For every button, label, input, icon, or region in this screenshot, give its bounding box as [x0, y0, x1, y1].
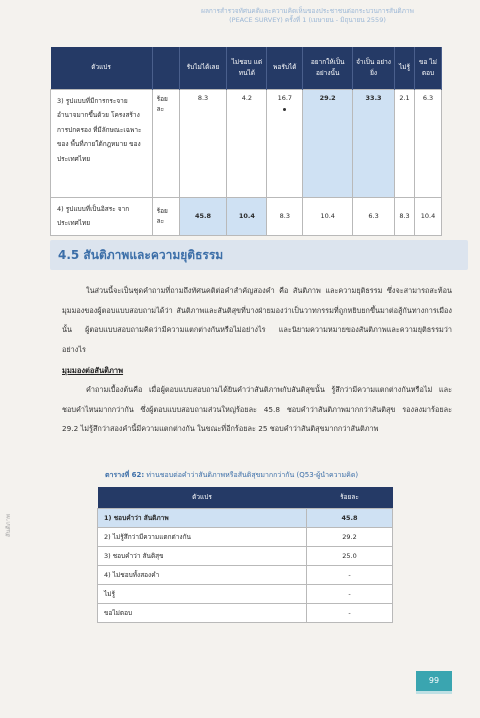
row-value: - — [307, 584, 393, 603]
side-label: สันติภาพ — [5, 514, 12, 537]
subheading: มุมมองต่อสันติภาพ — [62, 366, 124, 375]
row-value: - — [307, 603, 393, 622]
row-label: 2) ไม่รู้สึกว่ามีความแตกต่างกัน — [98, 527, 307, 546]
column-header: จำเป็น อย่างยิ่ง — [353, 47, 395, 89]
column-header — [152, 47, 179, 89]
column-header: ไม่รู้ — [395, 47, 415, 89]
table-row — [98, 527, 393, 546]
column-header: อยากให้เป็น อย่างนั้น — [303, 47, 353, 89]
table-header-row — [51, 47, 442, 89]
table-cell — [267, 89, 303, 197]
running-header-line1: ผลการสำรวจทัศนคติและความคิดเห็นของประชาชนต่อกระบวนการสันติภาพ — [201, 7, 414, 15]
table-cell: 8.3 — [267, 197, 303, 235]
table-row — [98, 508, 393, 527]
section-title: 4.5 สันติภาพและความยุติธรรม — [58, 248, 224, 262]
cell-value: 16.7 — [277, 93, 293, 102]
table-cell: 4.2 — [227, 89, 267, 197]
row-label: 3) ชอบคำว่า สันติสุข — [98, 546, 307, 565]
column-header: พอรับได้ — [267, 47, 303, 89]
row-value: 25.0 — [307, 546, 393, 565]
row-label: 1) ชอบคำว่า สันติภาพ — [98, 508, 307, 527]
body-paragraph: คำถามเบื้องต้นคือ เมื่อผู้ตอบแบบสอบถามได้ยินคำว่าสันติภาพกับสันติสุขนั้น รู้สึกว่ามีความแตกต่างกันหรือไม่ และชอบคำไหนมากกว่ากัน ซึ่งผู้ตอบแบบสอบถามส่วนใหญ่ร้อยละ 45.8 ชอบคำว่าสันติภาพมากกว่าสันติสุข รองลงมาร้อยละ 29.2 ไม่รู้สึกว่าสองคำนี้มีความแตกต่างกัน ในขณะที่อีกร้อยละ 25 ชอบคำว่าสันติสุขมากกว่าสันติภาพ — [62, 385, 452, 433]
footer-accent — [416, 691, 452, 694]
row-label: 3) รูปแบบที่มีการกระจาย อำนาจมากขึ้นด้วย โครงสร้างการปกครอง ที่มีลักษณะเฉพาะของ พื้นที่ภายใต้กฎหมาย ของประเทศไทย — [51, 89, 153, 197]
table-row — [98, 603, 393, 622]
column-header: รับไม่ได้เลย — [179, 47, 227, 89]
running-header-line2: (PEACE SURVEY) ครั้งที่ 1 (เมษายน - มิถุนายน 2559) — [229, 16, 386, 24]
table-cell: 33.3 — [353, 89, 395, 197]
table-cell: 10.4 — [227, 197, 267, 235]
column-header: ตัวแปร — [98, 487, 307, 508]
table-header-row — [98, 487, 393, 508]
table-cell: 29.2 — [303, 89, 353, 197]
column-header: ร้อยละ — [307, 487, 393, 508]
row-unit: ร้อยละ — [152, 89, 179, 197]
row-value: 29.2 — [307, 527, 393, 546]
row-value: - — [307, 565, 393, 584]
row-label: ไม่รู้ — [98, 584, 307, 603]
table-row — [51, 197, 442, 235]
table-row — [51, 89, 442, 197]
column-header: ขอ ไม่ตอบ — [414, 47, 441, 89]
table-cell: 8.3 — [395, 197, 415, 235]
side-tab — [3, 505, 15, 539]
table-row — [98, 546, 393, 565]
table-cell: 6.3 — [414, 89, 441, 197]
page-number: 99 — [416, 671, 452, 691]
row-label: ขอไม่ตอบ — [98, 603, 307, 622]
row-value: 45.8 — [307, 508, 393, 527]
table-row — [98, 584, 393, 603]
row-label: 4) รูปแบบที่เป็นอิสระ จากประเทศไทย — [51, 197, 153, 235]
caption-label: ตารางที่ 62: — [105, 471, 145, 479]
intro-paragraph: ในส่วนนี้จะเป็นชุดคำถามที่ถามถึงทัศนคติต่อคำสำคัญสองคำ คือ สันติภาพ และความยุติธรรม ซึ่งจะสามารถสะท้อนมุมมองของผู้ตอบแบบสอบถามได้ว่า สันติภาพและสันติสุขที่บางฝ่ายมองว่าเป็นวาทกรรมที่ถูกหยิบยกขึ้นมาต่อสู้กันทางการเมืองนั้น ผู้ตอบแบบสอบถามคิดว่ามีความแตกต่างกันหรือไม่อย่างไร และนิยามความหมายของสันติภาพและความยุติธรรมว่าอย่างไร — [62, 286, 452, 354]
caption-text: ท่านชอบต่อคำว่าสันติภาพหรือสันติสุขมากกว่ากัน (Q53-ผู้นำความคิด) — [146, 471, 359, 479]
table-cell: 10.4 — [303, 197, 353, 235]
table-cell: 2.1 — [395, 89, 415, 197]
survey-table-top — [50, 47, 442, 236]
column-header: ไม่ชอบ แต่ทนได้ — [227, 47, 267, 89]
table-cell: 8.3 — [179, 89, 227, 197]
table-cell: 6.3 — [353, 197, 395, 235]
running-header — [150, 7, 465, 25]
preference-table — [97, 487, 393, 623]
column-header: ตัวแปร — [51, 47, 153, 89]
table-cell: 45.8 — [179, 197, 227, 235]
table-cell: 10.4 — [414, 197, 441, 235]
row-unit: ร้อยละ — [152, 197, 179, 235]
row-label: 4) ไม่ชอบทั้งสองคำ — [98, 565, 307, 584]
table-caption — [105, 470, 358, 481]
dot-mark — [283, 108, 286, 111]
table-row — [98, 565, 393, 584]
